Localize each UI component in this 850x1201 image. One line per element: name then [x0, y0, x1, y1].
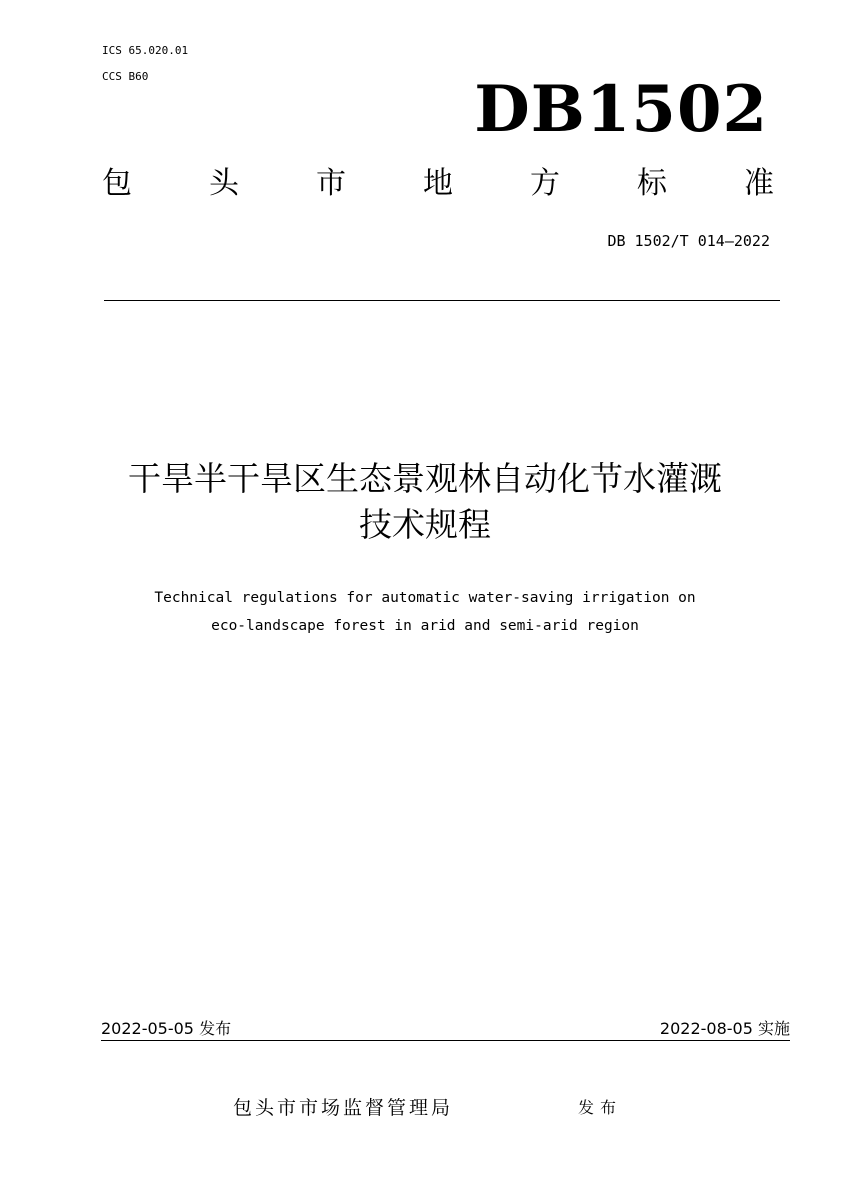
standard-type-char: 方 [530, 166, 560, 201]
db-standard-mark: DB1502 [474, 72, 768, 147]
standard-type-char: 标 [637, 166, 667, 201]
header-divider [104, 300, 780, 301]
ccs-code: CCS B60 [102, 70, 149, 83]
release-date: 2022-05-05 发布 [101, 1019, 232, 1038]
title-chinese [60, 456, 790, 548]
title-chinese-line: 技术规程 [359, 505, 491, 544]
title-english-line: eco-landscape forest in arid and semi-arid region [211, 618, 639, 634]
footer-divider [101, 1040, 790, 1041]
standard-type-char: 市 [316, 166, 346, 201]
title-english [60, 584, 790, 640]
ics-code: ICS 65.020.01 [102, 44, 189, 57]
issuing-authority: 包头市市场监督管理局 [233, 1097, 454, 1119]
title-chinese-line: 干旱半干旱区生态景观林自动化节水灌溉 [128, 459, 722, 498]
standard-type-char: 准 [744, 166, 774, 201]
standard-type-char: 地 [423, 166, 453, 201]
implementation-date: 2022-08-05 实施 [659, 1019, 790, 1038]
standard-number: DB 1502/T 014—2022 [607, 232, 770, 250]
standard-type-char: 头 [209, 166, 239, 201]
title-english-line: Technical regulations for automatic water-saving irrigation on [154, 590, 696, 606]
standard-type-char: 包 [102, 166, 132, 201]
standard-type [102, 162, 774, 206]
issue-label: 发布 [578, 1098, 623, 1117]
